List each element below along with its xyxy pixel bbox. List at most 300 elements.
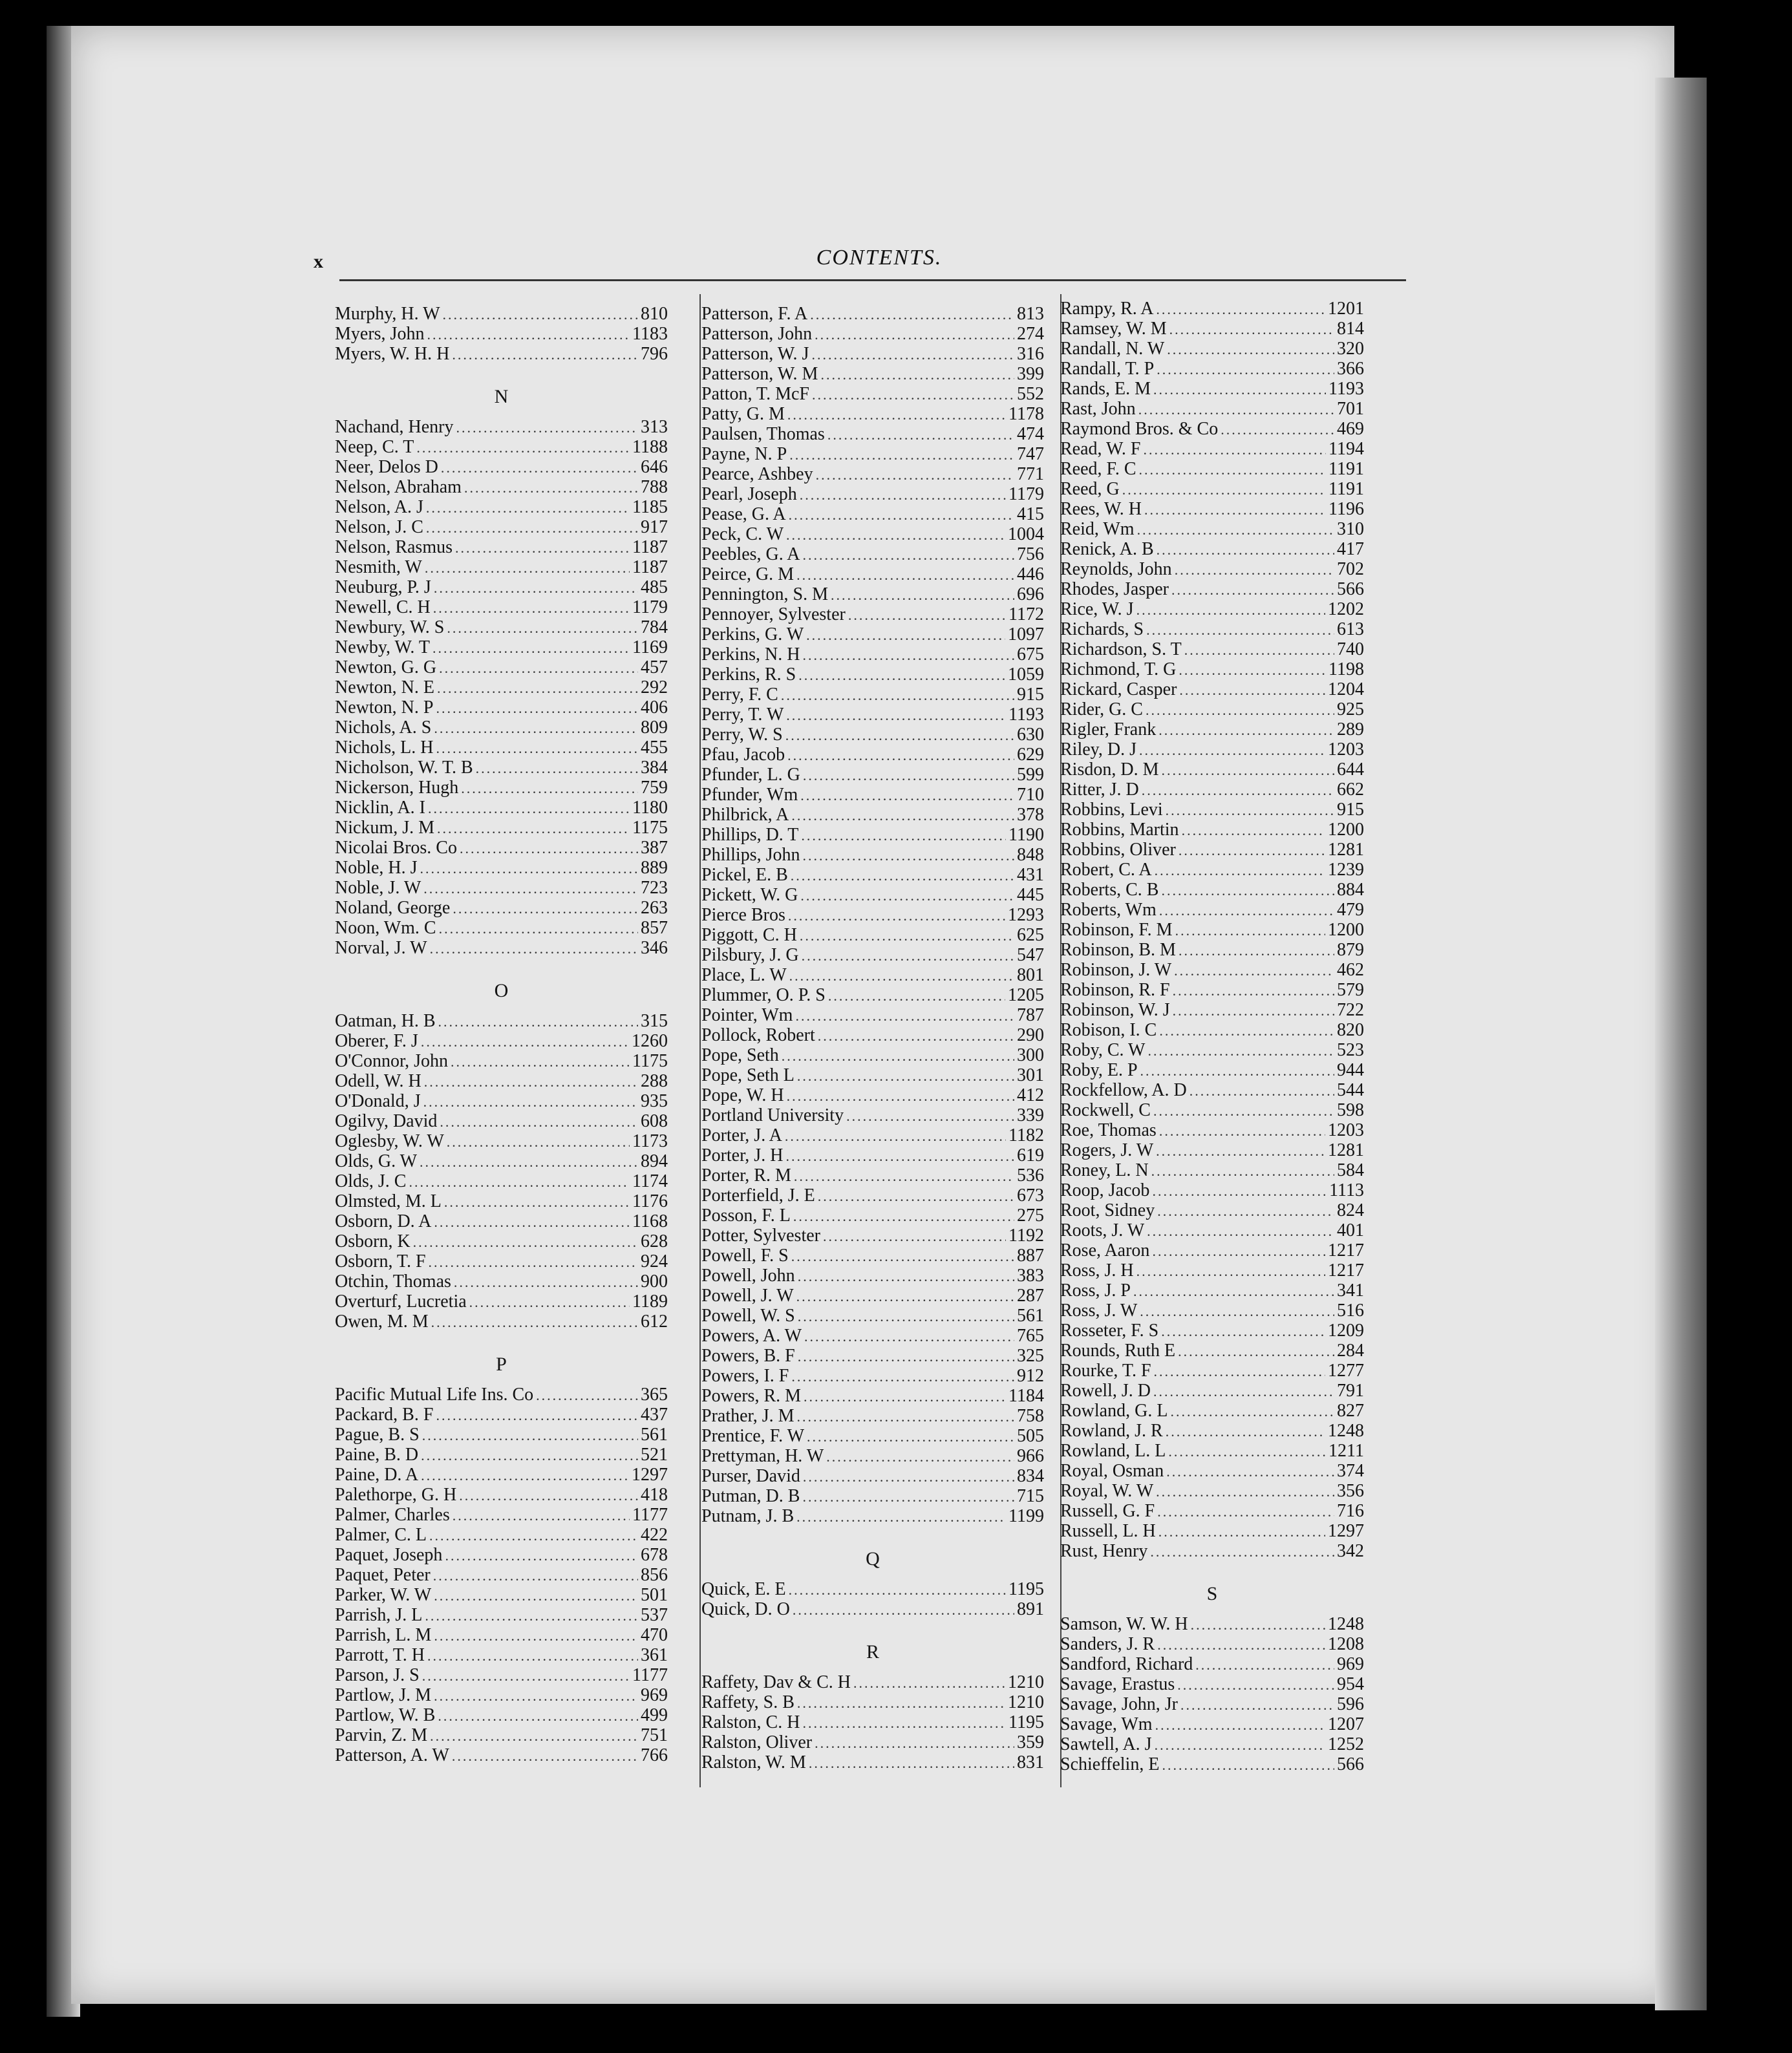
- dot-leader: [421, 1445, 638, 1465]
- dot-leader: [1177, 1675, 1334, 1695]
- entry-name: Nelson, J. C: [335, 517, 423, 537]
- entry-page-number: 1207: [1328, 1714, 1364, 1734]
- entry-page-number: 710: [1017, 785, 1044, 805]
- index-entry: [1060, 1734, 1364, 1754]
- entry-name: Peck, C. W: [701, 524, 784, 544]
- index-entry: [1060, 1381, 1364, 1401]
- entry-name: Parrott, T. H: [335, 1645, 425, 1665]
- entry-name: Ralston, C. H: [701, 1712, 800, 1732]
- index-entry: [701, 604, 1044, 624]
- entry-page-number: 1183: [632, 324, 668, 344]
- entry-name: Rigler, Frank: [1060, 719, 1157, 739]
- entry-name: Nachand, Henry: [335, 417, 454, 437]
- index-entry: [701, 384, 1044, 404]
- dot-leader: [798, 1346, 1014, 1367]
- entry-name: Nelson, Rasmus: [335, 537, 453, 557]
- entry-name: Powers, A. W: [701, 1326, 802, 1346]
- dot-leader: [800, 886, 1014, 906]
- dot-leader: [827, 425, 1014, 445]
- index-entry: [1060, 920, 1364, 940]
- index-entry: [335, 477, 668, 497]
- index-entry: [701, 1346, 1044, 1366]
- entry-page-number: 751: [641, 1725, 668, 1745]
- entry-page-number: 820: [1337, 1020, 1364, 1040]
- entry-page-number: 1185: [632, 497, 668, 517]
- index-entry: [1060, 980, 1364, 1000]
- index-entry: [335, 1605, 668, 1625]
- entry-name: Pennington, S. M: [701, 584, 829, 604]
- entry-page-number: 1175: [632, 818, 668, 838]
- dot-leader: [786, 705, 1006, 725]
- index-entry: [1060, 1160, 1364, 1180]
- entry-page-number: 791: [1337, 1381, 1364, 1401]
- dot-leader: [809, 1753, 1014, 1773]
- entry-page-number: 1281: [1328, 1140, 1364, 1160]
- entry-page-number: 366: [1337, 359, 1364, 379]
- entry-name: Phillips, D. T: [701, 825, 799, 845]
- index-entry: [1060, 1501, 1364, 1521]
- dot-leader: [1142, 780, 1334, 800]
- index-entry: [701, 624, 1044, 644]
- dot-leader: [1158, 720, 1334, 740]
- entry-page-number: 1004: [1008, 524, 1044, 544]
- entry-page-number: 834: [1017, 1466, 1044, 1486]
- entry-name: Rhodes, Jasper: [1060, 579, 1169, 599]
- entry-page-number: 954: [1337, 1674, 1364, 1694]
- index-entry: [1060, 579, 1364, 599]
- dot-leader: [422, 1425, 638, 1445]
- entry-name: Place, L. W: [701, 965, 787, 985]
- entry-name: Riley, D. J: [1060, 739, 1136, 760]
- entry-page-number: 1204: [1328, 679, 1364, 699]
- index-entry: [335, 1465, 668, 1485]
- dot-leader: [1139, 460, 1326, 480]
- dot-leader: [429, 1252, 638, 1272]
- entry-page-number: 1177: [632, 1665, 668, 1685]
- entry-page-number: 1208: [1328, 1634, 1364, 1654]
- index-entry: [701, 865, 1044, 885]
- dot-leader: [806, 625, 1005, 645]
- entry-page-number: 1113: [1329, 1180, 1364, 1200]
- section-letter: O: [494, 980, 509, 1001]
- entry-page-number: 446: [1017, 564, 1044, 584]
- dot-leader: [409, 1172, 630, 1192]
- index-entry: [1060, 1361, 1364, 1381]
- entry-page-number: 547: [1017, 945, 1044, 965]
- dot-leader: [420, 858, 638, 878]
- entry-page-number: 630: [1017, 725, 1044, 745]
- index-entry: [1060, 1754, 1364, 1774]
- dot-leader: [453, 899, 638, 919]
- entry-page-number: 857: [641, 918, 668, 938]
- index-entry: [335, 798, 668, 818]
- entry-name: Neep, C. T: [335, 437, 414, 457]
- index-entry: [335, 758, 668, 778]
- entry-name: Pearl, Joseph: [701, 484, 797, 504]
- index-entry: [1060, 339, 1364, 359]
- index-column-2: [701, 304, 1044, 1772]
- entry-name: Quick, D. O: [701, 1599, 790, 1619]
- index-entry: [1060, 1694, 1364, 1714]
- index-entry: [701, 524, 1044, 544]
- entry-name: Robison, I. C: [1060, 1020, 1157, 1040]
- index-entry: [335, 1091, 668, 1111]
- dot-leader: [430, 1726, 638, 1746]
- entry-page-number: 644: [1337, 760, 1364, 780]
- dot-leader: [426, 498, 630, 518]
- entry-page-number: 1059: [1008, 665, 1044, 685]
- index-entry: [701, 504, 1044, 524]
- entry-name: Quick, E. E: [701, 1579, 786, 1599]
- index-entry: [335, 1171, 668, 1191]
- entry-name: Partlow, W. B: [335, 1705, 436, 1725]
- dot-leader: [793, 1206, 1014, 1226]
- column-rule: [699, 294, 701, 1787]
- entry-page-number: 356: [1337, 1481, 1364, 1501]
- index-entry: [335, 557, 668, 577]
- dot-leader: [1146, 620, 1334, 640]
- index-entry: [701, 985, 1044, 1005]
- dot-leader: [434, 1212, 630, 1232]
- entry-name: Roby, C. W: [1060, 1040, 1146, 1060]
- entry-name: Pilsbury, J. G: [701, 945, 799, 965]
- entry-name: Perry, F. C: [701, 685, 778, 705]
- entry-name: Russell, G. F: [1060, 1501, 1155, 1521]
- dot-leader: [791, 1367, 1014, 1387]
- index-entry: [701, 364, 1044, 384]
- entry-page-number: 924: [641, 1251, 668, 1271]
- entry-name: Rast, John: [1060, 399, 1136, 419]
- index-entry: [1060, 1654, 1364, 1674]
- index-entry: [335, 697, 668, 718]
- entry-page-number: 584: [1337, 1160, 1364, 1180]
- index-entry: [1060, 1301, 1364, 1321]
- index-entry: [1060, 619, 1364, 639]
- dot-leader: [459, 1485, 638, 1505]
- entry-name: Reynolds, John: [1060, 559, 1172, 579]
- entry-name: Newton, G. G: [335, 657, 437, 677]
- entry-page-number: 788: [641, 477, 668, 497]
- index-entry: [335, 1425, 668, 1445]
- dot-leader: [436, 1405, 638, 1425]
- entry-page-number: 1252: [1328, 1734, 1364, 1754]
- index-entry: [335, 1705, 668, 1725]
- entry-name: Nesmith, W: [335, 557, 422, 577]
- entry-page-number: 290: [1017, 1025, 1044, 1045]
- entry-name: Pease, G. A: [701, 504, 786, 524]
- index-entry: [1060, 940, 1364, 960]
- entry-name: Phillips, John: [701, 845, 800, 865]
- header-rule: [339, 279, 1406, 281]
- dot-leader: [785, 725, 1014, 745]
- dot-leader: [796, 1507, 1006, 1527]
- index-entry: [1060, 840, 1364, 860]
- index-entry: [1060, 299, 1364, 319]
- entry-page-number: 796: [641, 344, 668, 364]
- index-entry: [335, 1725, 668, 1745]
- dot-leader: [439, 919, 638, 939]
- entry-name: Partlow, J. M: [335, 1685, 432, 1705]
- dot-leader: [1147, 1041, 1334, 1061]
- entry-page-number: 629: [1017, 745, 1044, 765]
- entry-page-number: 561: [641, 1425, 668, 1445]
- entry-page-number: 1195: [1008, 1579, 1044, 1599]
- entry-page-number: 1191: [1328, 459, 1364, 479]
- entry-name: Root, Sidney: [1060, 1200, 1155, 1220]
- entry-name: Pope, Seth L: [701, 1065, 795, 1085]
- dot-leader: [797, 1066, 1014, 1086]
- index-entry: [335, 1485, 668, 1505]
- index-entry: [1060, 800, 1364, 820]
- entry-name: Putman, D. B: [701, 1486, 800, 1506]
- dot-leader: [1157, 540, 1334, 560]
- index-entry: [1060, 1421, 1364, 1441]
- entry-name: Reid, Wm: [1060, 519, 1135, 539]
- dot-leader: [1161, 1321, 1325, 1341]
- index-entry: [1060, 860, 1364, 880]
- entry-name: Pope, Seth: [701, 1045, 779, 1065]
- dot-leader: [801, 825, 1006, 846]
- entry-name: Roney, L. N: [1060, 1160, 1149, 1180]
- dot-leader: [451, 1052, 630, 1072]
- entry-page-number: 536: [1017, 1165, 1044, 1186]
- entry-name: Reed, G: [1060, 479, 1120, 499]
- dot-leader: [1156, 299, 1325, 319]
- entry-page-number: 1248: [1328, 1421, 1364, 1441]
- index-entry: [1060, 319, 1364, 339]
- dot-leader: [785, 1146, 1014, 1166]
- index-entry: [335, 858, 668, 878]
- index-entry: [1060, 659, 1364, 679]
- entry-name: Randall, N. W: [1060, 339, 1165, 359]
- index-entry: [1060, 1541, 1364, 1561]
- index-entry: [1060, 1200, 1364, 1220]
- index-entry: [1060, 1441, 1364, 1461]
- entry-page-number: 1202: [1328, 599, 1364, 619]
- dot-leader: [802, 946, 1014, 966]
- index-entry: [1060, 820, 1364, 840]
- entry-page-number: 771: [1017, 464, 1044, 484]
- entry-name: Ritter, J. D: [1060, 780, 1139, 800]
- entry-page-number: 613: [1337, 619, 1364, 639]
- entry-name: Pollock, Robert: [701, 1025, 815, 1045]
- index-entry: [335, 1665, 668, 1685]
- entry-name: Savage, Wm: [1060, 1714, 1153, 1734]
- entry-page-number: 462: [1337, 960, 1364, 980]
- index-entry: [335, 1211, 668, 1231]
- index-entry: [335, 718, 668, 738]
- entry-page-number: 537: [641, 1605, 668, 1625]
- entry-name: Pickett, W. G: [701, 885, 798, 905]
- entry-page-number: 1196: [1328, 499, 1364, 519]
- entry-page-number: 756: [1017, 544, 1044, 564]
- dot-leader: [1147, 1221, 1334, 1241]
- entry-page-number: 619: [1017, 1145, 1044, 1165]
- entry-name: Portland University: [701, 1105, 844, 1125]
- entry-page-number: 831: [1017, 1752, 1044, 1772]
- entry-page-number: 747: [1017, 444, 1044, 464]
- index-entry: [701, 1599, 1044, 1619]
- entry-page-number: 1281: [1328, 840, 1364, 860]
- entry-page-number: 361: [641, 1645, 668, 1665]
- entry-name: Palethorpe, G. H: [335, 1485, 457, 1505]
- entry-name: Nichols, L. H: [335, 738, 434, 758]
- dot-leader: [431, 1312, 638, 1332]
- entry-name: Powell, F. S: [701, 1246, 789, 1266]
- entry-name: Ralston, Oliver: [701, 1732, 813, 1752]
- index-entry: [701, 1045, 1044, 1065]
- index-entry: [335, 637, 668, 657]
- dot-leader: [789, 1580, 1006, 1600]
- entry-page-number: 365: [641, 1385, 668, 1405]
- entry-name: Porterfield, J. E: [701, 1186, 815, 1206]
- entry-name: Osborn, T. F: [335, 1251, 426, 1271]
- entry-name: Rourke, T. F: [1060, 1361, 1151, 1381]
- dot-leader: [433, 598, 630, 618]
- entry-name: Richardson, S. T: [1060, 639, 1182, 659]
- index-entry: [1060, 379, 1364, 399]
- index-entry: [1060, 479, 1364, 499]
- entry-name: Prentice, F. W: [701, 1426, 804, 1446]
- index-entry: [335, 617, 668, 637]
- dot-leader: [1159, 1021, 1334, 1041]
- dot-leader: [802, 545, 1014, 565]
- dot-leader: [787, 1086, 1014, 1106]
- index-entry: [701, 685, 1044, 705]
- dot-leader: [802, 1713, 1006, 1733]
- entry-page-number: 810: [641, 304, 668, 324]
- dot-leader: [427, 324, 630, 345]
- dot-leader: [797, 1407, 1014, 1427]
- dot-leader: [1136, 600, 1325, 620]
- dot-leader: [1152, 1181, 1327, 1201]
- dot-leader: [1155, 1735, 1325, 1755]
- dot-leader: [434, 1686, 638, 1706]
- entry-page-number: 1180: [632, 798, 668, 818]
- entry-page-number: 1297: [632, 1465, 668, 1485]
- section-letter: N: [494, 386, 509, 407]
- index-entry: [1060, 1714, 1364, 1734]
- entry-page-number: 1179: [632, 597, 668, 617]
- dot-leader: [445, 1546, 638, 1566]
- entry-page-number: 288: [641, 1071, 668, 1091]
- entry-page-number: 1217: [1328, 1261, 1364, 1281]
- dot-leader: [1153, 379, 1326, 399]
- dot-leader: [853, 1673, 1005, 1693]
- dot-leader: [460, 838, 638, 858]
- entry-name: Payne, N. P: [701, 444, 787, 464]
- dot-leader: [1179, 941, 1334, 961]
- index-entry: [701, 1105, 1044, 1125]
- entry-page-number: 1211: [1328, 1441, 1364, 1461]
- entry-name: Paine, B. D: [335, 1445, 419, 1465]
- section-letter: P: [496, 1354, 507, 1375]
- entry-page-number: 263: [641, 898, 668, 918]
- index-entry: [1060, 1461, 1364, 1481]
- dot-leader: [464, 478, 638, 498]
- entry-page-number: 824: [1337, 1200, 1364, 1220]
- index-entry: [1060, 1401, 1364, 1421]
- dot-leader: [800, 785, 1014, 805]
- entry-page-number: 579: [1337, 980, 1364, 1000]
- index-entry: [701, 725, 1044, 745]
- entry-page-number: 1179: [1008, 484, 1044, 504]
- entry-name: Myers, W. H. H: [335, 344, 450, 364]
- dot-leader: [786, 525, 1005, 545]
- entry-page-number: 675: [1017, 644, 1044, 665]
- entry-name: Newton, N. E: [335, 677, 434, 697]
- entry-name: Roby, E. P: [1060, 1060, 1138, 1080]
- entry-page-number: 1192: [1008, 1226, 1044, 1246]
- index-entry: [1060, 419, 1364, 439]
- dot-leader: [1169, 319, 1334, 339]
- entry-page-number: 552: [1017, 384, 1044, 404]
- entry-name: Posson, F. L: [701, 1206, 791, 1226]
- dot-leader: [818, 1026, 1014, 1046]
- entry-page-number: 1199: [1008, 1506, 1044, 1526]
- index-entry: [1060, 719, 1364, 739]
- dot-leader: [1151, 1161, 1334, 1181]
- entry-page-number: 289: [1337, 719, 1364, 739]
- dot-leader: [1179, 840, 1325, 860]
- entry-page-number: 315: [641, 1011, 668, 1031]
- entry-page-number: 1187: [632, 557, 668, 577]
- dot-leader: [823, 1226, 1006, 1246]
- entry-name: Nicholson, W. T. B: [335, 758, 473, 778]
- entry-page-number: 1297: [1328, 1521, 1364, 1541]
- entry-name: Oberer, F. J: [335, 1031, 418, 1051]
- index-entry: [1060, 1060, 1364, 1080]
- entry-page-number: 470: [641, 1625, 668, 1645]
- index-entry: [701, 925, 1044, 945]
- dot-leader: [802, 1487, 1014, 1507]
- entry-name: Paulsen, Thomas: [701, 424, 825, 444]
- index-entry: [701, 1025, 1044, 1045]
- index-entry: [701, 705, 1044, 725]
- entry-name: Oatman, H. B: [335, 1011, 436, 1031]
- entry-name: Osborn, D. A: [335, 1211, 432, 1231]
- index-entry: [335, 677, 668, 697]
- index-entry: [335, 1645, 668, 1665]
- entry-page-number: 662: [1337, 780, 1364, 800]
- entry-name: Philbrick, A: [701, 805, 789, 825]
- index-entry: [701, 905, 1044, 925]
- entry-name: Ramsey, W. M: [1060, 319, 1167, 339]
- index-entry: [335, 1505, 668, 1525]
- index-entry: [701, 1579, 1044, 1599]
- index-entry: [701, 644, 1044, 665]
- entry-name: Perkins, N. H: [701, 644, 800, 665]
- entry-name: O'Connor, John: [335, 1051, 449, 1071]
- entry-name: Parker, W. W: [335, 1585, 432, 1605]
- dot-leader: [1162, 1755, 1334, 1775]
- entry-page-number: 740: [1337, 639, 1364, 659]
- entry-page-number: 935: [641, 1091, 668, 1111]
- entry-name: Potter, Sylvester: [701, 1226, 820, 1246]
- entry-page-number: 917: [641, 517, 668, 537]
- entry-name: Powell, W. S: [701, 1306, 795, 1326]
- entry-page-number: 320: [1337, 339, 1364, 359]
- dot-leader: [1157, 1201, 1334, 1221]
- index-entry: [701, 1732, 1044, 1752]
- dot-leader: [476, 758, 638, 778]
- entry-page-number: 801: [1017, 965, 1044, 985]
- dot-leader: [1167, 339, 1334, 359]
- dot-leader: [434, 1626, 638, 1646]
- entry-name: Odell, W. H: [335, 1071, 421, 1091]
- entry-page-number: 625: [1017, 925, 1044, 945]
- entry-name: Robbins, Levi: [1060, 800, 1163, 820]
